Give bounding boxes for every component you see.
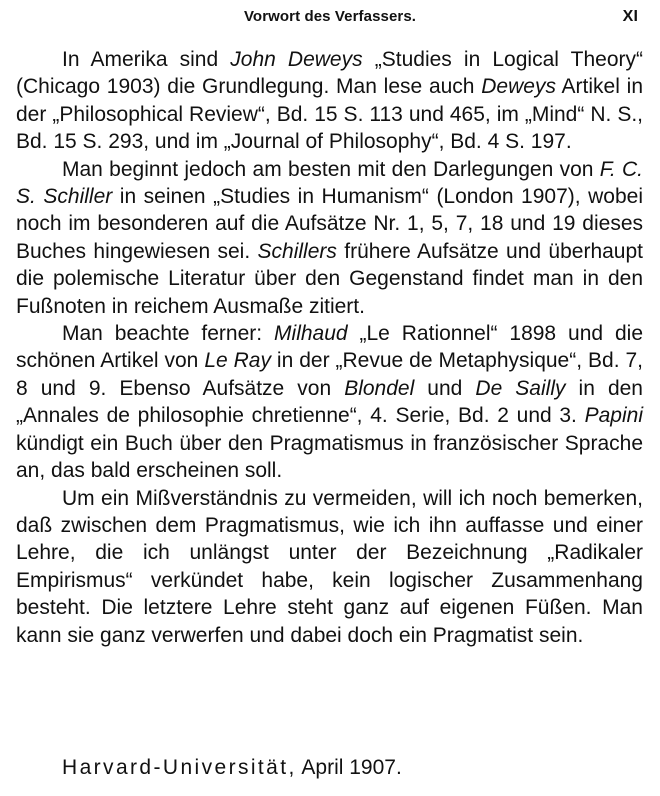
paragraph	[16, 320, 643, 484]
text-run: frühere Aufsätze und überhaupt die polemische Literatur über den Gegenstand findet man in den Fußnoten in reichem Ausmaße zitiert.	[16, 239, 643, 318]
page-number: XI	[622, 8, 638, 25]
text-run: Man beachte ferner:	[62, 322, 275, 346]
author-name: Blondel	[344, 376, 415, 400]
text-run: „Le Rationnel“ 1898 und die schönen Artikel von	[16, 322, 644, 373]
text-run: Artikel in der „Philosophical Review“, Bd. 15 S. 113 und 465, im „Mind“ N. S., Bd. 15 S. 293, und im „Journal of Philosophy“, Bd. 4 S. 197.	[16, 75, 643, 154]
preface-body	[16, 46, 643, 649]
signature-date: April 1907.	[301, 756, 402, 779]
text-run: und	[414, 376, 476, 400]
running-title: Vorwort des Verfassers.	[243, 8, 417, 25]
text-run: in seinen „Studies in Humanism“ (London 1907), wobei noch im besonderen auf die Aufsätze Nr. 1, 5, 7, 18 und 19 dieses Buches hingewiesen sei.	[16, 185, 644, 263]
text-run: Man beginnt jedoch am besten mit den Darlegungen von	[62, 157, 600, 181]
author-name: Papini	[584, 404, 643, 428]
text-run: In Amerika sind	[62, 48, 231, 71]
paragraph	[16, 156, 643, 320]
paragraph	[16, 46, 643, 156]
text-run: kündigt ein Buch über den Pragmatismus in französischer Sprache an, das bald erscheinen soll.	[16, 431, 643, 483]
author-name: De Sailly	[475, 376, 566, 400]
author-name: F. C. S. Schiller	[16, 157, 643, 209]
paragraph	[16, 485, 643, 649]
text-run: Um ein Mißverständnis zu vermeiden, will ich noch bemerken, daß zwischen dem Pragmatismus, wie ich ihn auffasse und einer Lehre, die ich unlängst unter der Bezeichnung „Radikaler Empirismus“ verkündet habe, kein logischer Zusammenhang besteht. Die letztere Lehre steht ganz auf eigenen Füßen. Man kann sie ganz verwerfen und dabei doch ein Pragmatist sein.	[16, 486, 643, 647]
signature-line	[62, 756, 402, 780]
author-name: Schillers	[257, 239, 337, 263]
author-name: John Deweys	[230, 48, 363, 71]
text-run: in den „Annales de philosophie chretienne“, 4. Serie, Bd. 2 und 3.	[16, 376, 643, 428]
author-name: Milhaud	[274, 322, 348, 346]
author-name: Deweys	[481, 75, 556, 99]
signature-place: Harvard-Universität,	[62, 756, 297, 779]
text-run: „Studies in Logical Theory“ (Chicago 1903) die Grundlegung. Man lese auch	[16, 48, 644, 99]
author-name: Le Ray	[204, 349, 271, 373]
running-header	[0, 8, 660, 30]
text-run: in der „Revue de Metaphysique“, Bd. 7, 8 und 9. Ebenso Aufsätze von	[16, 349, 643, 400]
